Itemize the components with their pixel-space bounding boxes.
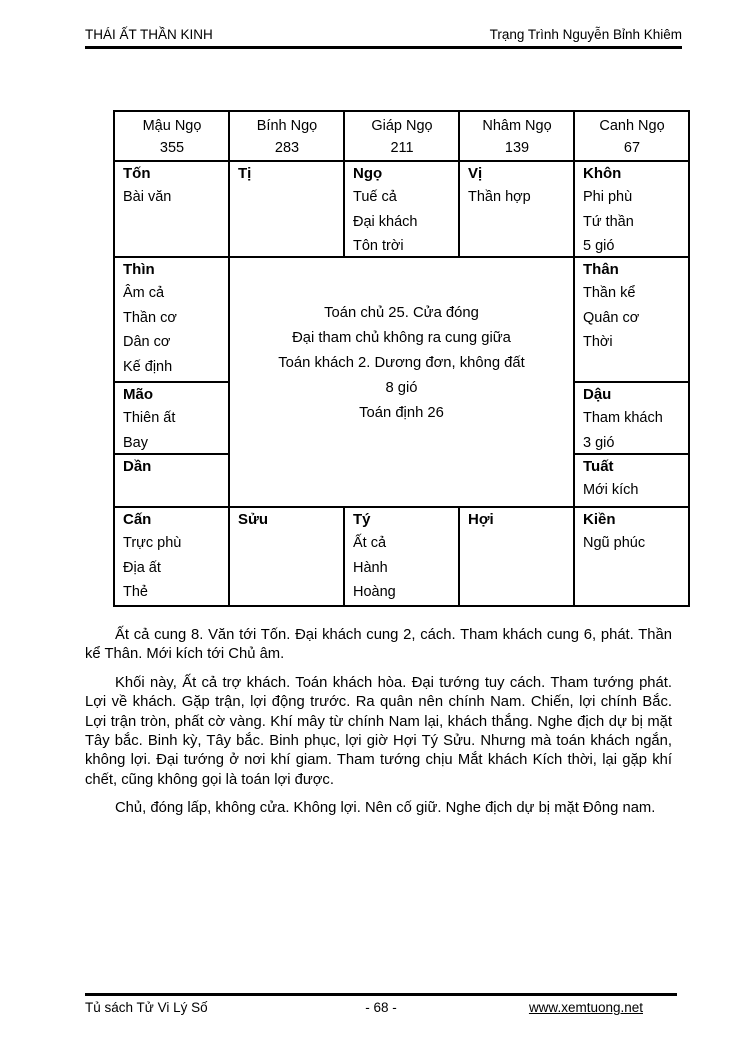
running-header bbox=[85, 27, 682, 42]
year-name: Giáp Ngọ bbox=[371, 118, 433, 134]
paragraph-1: Ất cả cung 8. Văn tới Tốn. Đại khách cung 2, cách. Tham khách cung 6, phát. Thần kể Thân. Mới kích tới Chủ âm. bbox=[85, 627, 672, 663]
cell-than-title: Thân bbox=[583, 261, 619, 278]
cell-can-title: Cấn bbox=[123, 511, 152, 528]
cell-can-line: Địa ất bbox=[123, 559, 161, 576]
cell-thin-line: Thần cơ bbox=[123, 309, 177, 326]
center-line: Toán chủ 25. Cửa đóng bbox=[324, 304, 479, 321]
paragraph-2: Khối này, Ất cả trợ khách. Toán khách hòa. Đại tướng tuy cách. Tham tướng phát. Lợi về khách. Gặp trận, lợi động trước. Ra quân nên chính Nam. Chiến, lợi chính Bắc. Lợi trận tròn, phất cờ vàng. Khí mây từ chính Nam lại, khách thắng. Nghe địch dự bị mặt Tây bắc. Binh kỳ, Tây bắc. Binh phục, lợi giờ Hợi Tý Sửu. Nhưng mà toán khách ngắn, không lợi. Đại tướng ở nơi khí giam. Tham tướng chịu Mắt khách Kích thời, lại gặp khí chết, cũng không gọi là toán lợi được. bbox=[85, 674, 672, 788]
cell-can-line: Trực phù bbox=[123, 535, 182, 551]
center-line: Toán định 26 bbox=[359, 404, 444, 421]
year-name: Canh Ngọ bbox=[599, 118, 665, 134]
cell-kien-line: Ngũ phúc bbox=[583, 535, 646, 551]
year-value: 355 bbox=[159, 140, 185, 156]
year-value: 139 bbox=[504, 140, 530, 156]
cell-khon bbox=[575, 162, 688, 256]
cell-dau-line: 3 gió bbox=[583, 434, 615, 451]
author-name: Trạng Trình Nguyễn Bỉnh Khiêm bbox=[489, 27, 682, 42]
center-summary-cell bbox=[230, 258, 573, 506]
year-name: Bính Ngọ bbox=[256, 118, 318, 134]
year-name: Nhâm Ngọ bbox=[482, 118, 552, 134]
collection-name: Tủ sách Tử Vi Lý Số bbox=[85, 1000, 208, 1015]
cell-khon-title: Khôn bbox=[583, 165, 622, 182]
year-cell-binh-ngo bbox=[230, 112, 343, 160]
cell-tuat bbox=[575, 455, 688, 506]
year-cell-giap-ngo bbox=[345, 112, 458, 160]
cell-tuat-title: Tuất bbox=[583, 458, 614, 475]
year-value: 211 bbox=[390, 140, 414, 156]
cell-thin-line: Âm cả bbox=[123, 285, 165, 301]
cell-vi bbox=[460, 162, 573, 256]
cell-ngo-title: Ngọ bbox=[353, 165, 383, 182]
cell-than-line: Thời bbox=[583, 334, 613, 350]
cell-than-line: Thần kể bbox=[583, 285, 636, 301]
cell-ngo-line: Tuế cả bbox=[353, 189, 397, 205]
cell-ti-title: Tị bbox=[238, 165, 252, 182]
cell-suu-title: Sửu bbox=[238, 511, 269, 528]
header-rule bbox=[85, 46, 682, 49]
running-footer bbox=[85, 1000, 677, 1015]
cell-mao-line: Thiên ất bbox=[123, 410, 176, 426]
cell-ton-line: Bài văn bbox=[123, 189, 172, 205]
cell-can bbox=[115, 508, 228, 605]
cell-ton bbox=[115, 162, 228, 256]
cell-thin-line: Kế định bbox=[123, 358, 173, 375]
cell-dan-title: Dần bbox=[123, 458, 152, 475]
cell-khon-line: 5 gió bbox=[583, 238, 615, 254]
cell-ty-line: Hành bbox=[353, 559, 388, 576]
cell-mao bbox=[115, 383, 228, 453]
center-line: 8 gió bbox=[385, 379, 418, 396]
thai-at-board bbox=[113, 110, 690, 607]
year-cell-nham-ngo bbox=[460, 112, 573, 160]
cell-suu bbox=[230, 508, 343, 605]
cell-ty-title: Tý bbox=[353, 511, 371, 528]
cell-ty bbox=[345, 508, 458, 605]
center-line: Đại tham chủ không ra cung giữa bbox=[292, 329, 511, 346]
cell-hoi-title: Hợi bbox=[468, 511, 494, 528]
cell-thin bbox=[115, 258, 228, 381]
page-number: - 68 - bbox=[365, 1000, 397, 1015]
cell-dau-title: Dậu bbox=[583, 386, 612, 403]
cell-mao-line: Bay bbox=[123, 434, 148, 451]
cell-vi-title: Vị bbox=[468, 165, 483, 182]
cell-khon-line: Phi phù bbox=[583, 189, 633, 205]
cell-ngo-line: Tôn trời bbox=[353, 238, 404, 254]
cell-mao-title: Mão bbox=[123, 386, 153, 403]
cell-hoi bbox=[460, 508, 573, 605]
footer-rule bbox=[85, 993, 677, 996]
cell-kien bbox=[575, 508, 688, 605]
cell-khon-line: Tứ thần bbox=[583, 213, 634, 230]
cell-thin-title: Thìn bbox=[123, 261, 155, 278]
cell-can-line: Thẻ bbox=[123, 584, 148, 600]
book-title: THÁI ẤT THẦN KINH bbox=[85, 27, 213, 42]
cell-thin-line: Dân cơ bbox=[123, 334, 171, 350]
cell-tuat-line: Mới kích bbox=[583, 482, 639, 498]
year-name: Mậu Ngọ bbox=[142, 118, 202, 134]
cell-ngo-line: Đại khách bbox=[353, 213, 418, 230]
year-cell-mau-ngo bbox=[115, 112, 228, 160]
cell-kien-title: Kiền bbox=[583, 511, 616, 528]
cell-ngo bbox=[345, 162, 458, 256]
cell-ty-line: Hoàng bbox=[353, 584, 396, 600]
cell-ty-line: Ất cả bbox=[353, 535, 387, 551]
cell-than-line: Quân cơ bbox=[583, 309, 640, 326]
cell-than bbox=[575, 258, 688, 381]
cell-dau-line: Tham khách bbox=[583, 410, 663, 426]
year-value: 283 bbox=[274, 140, 300, 156]
website-link[interactable]: www.xemtuong.net bbox=[528, 1000, 643, 1015]
paragraph-3: Chủ, đóng lấp, không cửa. Không lợi. Nên cố giữ. Nghe địch dự bị mặt Đông nam. bbox=[115, 800, 656, 817]
center-line: Toán khách 2. Dương đơn, không đất bbox=[278, 354, 525, 371]
cell-vi-line: Thần hợp bbox=[468, 189, 531, 205]
cell-ton-title: Tốn bbox=[123, 165, 151, 182]
year-value: 67 bbox=[623, 140, 641, 156]
cell-ti bbox=[230, 162, 343, 256]
cell-dan bbox=[115, 455, 228, 506]
commentary-text bbox=[85, 626, 672, 828]
cell-dau bbox=[575, 383, 688, 453]
year-cell-canh-ngo bbox=[575, 112, 688, 160]
